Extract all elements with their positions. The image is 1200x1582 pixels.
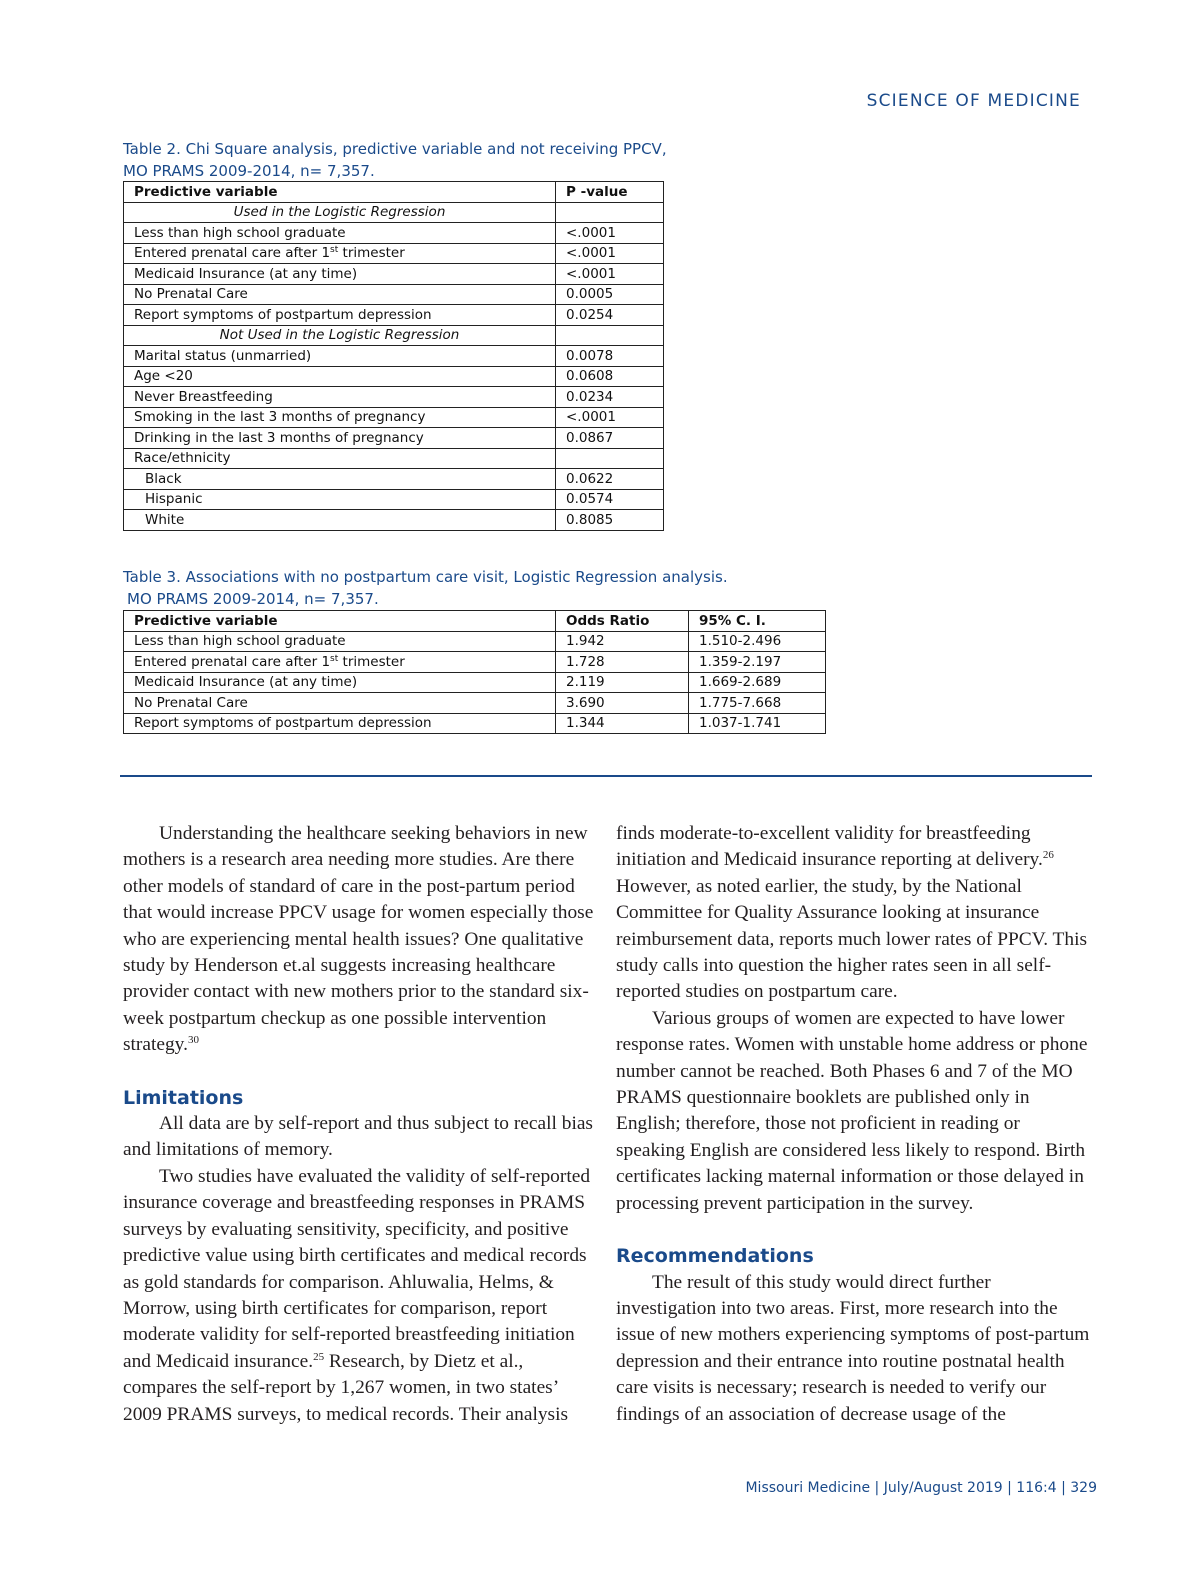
p-value-cell: <.0001	[556, 223, 664, 244]
table2-caption-line1: Table 2. Chi Square analysis, predictive variable and not receiving PPCV,	[123, 140, 667, 158]
variable-text: Entered prenatal care after 1	[134, 245, 331, 262]
table-row	[124, 631, 826, 652]
variable-cell: Marital status (unmarried)	[124, 346, 556, 367]
section-label: Not Used in the Logistic Regression	[124, 325, 556, 346]
table2-caption	[123, 138, 667, 182]
table2-col-pvalue: P -value	[556, 182, 664, 203]
table3-caption-line1: Table 3. Associations with no postpartum care visit, Logistic Regression analysis.	[123, 568, 728, 586]
page-footer: Missouri Medicine | July/August 2019 | 116:4 | 329	[745, 1480, 1097, 1496]
table-row	[124, 223, 664, 244]
limitations-heading: Limitations	[123, 1086, 244, 1109]
p-value-cell: 0.0622	[556, 469, 664, 490]
variable-cell: Hispanic	[124, 489, 556, 510]
variable-cell: No Prenatal Care	[124, 284, 556, 305]
variable-cell: Smoking in the last 3 months of pregnancy	[124, 407, 556, 428]
left-paragraph-1	[123, 821, 597, 1059]
ref-26: 26	[1042, 849, 1054, 862]
table-row	[124, 387, 664, 408]
table-row	[124, 366, 664, 387]
table-row	[124, 305, 664, 326]
right-p1-text-b: However, as noted earlier, the study, by the National Committee for Quality Assurance looking at insurance reimbursement data, reports much lower rates of PPCV. This study calls into question the higher rates seen in all self-reported studies on postpartum care.	[616, 875, 1088, 1003]
table3-col-variable: Predictive variable	[124, 611, 556, 632]
table-row	[124, 448, 664, 469]
p-value-cell: 0.0234	[556, 387, 664, 408]
section-divider	[120, 775, 1092, 777]
p-value-cell: 0.0005	[556, 284, 664, 305]
empty-cell	[556, 325, 664, 346]
table3-caption	[123, 566, 728, 610]
table-row	[124, 713, 826, 734]
right-p1-text-a: finds moderate-to-excellent validity for breastfeeding initiation and Medicaid insurance reporting at delivery.	[616, 823, 1043, 871]
ref-25: 25	[313, 1350, 325, 1363]
variable-cell	[124, 243, 556, 264]
variable-text: trimester	[338, 653, 405, 670]
odds-ratio-cell: 1.344	[556, 713, 689, 734]
confidence-interval-cell: 1.510-2.496	[689, 631, 826, 652]
left-paragraph-3	[123, 1164, 597, 1428]
confidence-interval-cell: 1.775-7.668	[689, 693, 826, 714]
variable-text: Entered prenatal care after 1	[134, 653, 331, 670]
table-row	[124, 428, 664, 449]
variable-cell: Black	[124, 469, 556, 490]
p-value-cell: 0.0608	[556, 366, 664, 387]
variable-cell: Less than high school graduate	[124, 223, 556, 244]
p-value-cell: 0.8085	[556, 510, 664, 531]
empty-cell	[556, 202, 664, 223]
table-row	[124, 489, 664, 510]
table-row	[124, 652, 826, 673]
p-value-cell	[556, 448, 664, 469]
p-value-cell: 0.0867	[556, 428, 664, 449]
left-p3-text-a: Two studies have evaluated the validity of self-reported insurance coverage and breastfeeding responses in PRAMS surveys by evaluating sensitivity, specificity, and positive predictive value using birth certificates and medical records as gold standards for comparison. Ahluwalia, Helms, & Morrow, using birth certificates for comparison, report moderate validity for self-reported breastfeeding initiation and Medicaid insurance.	[123, 1165, 591, 1372]
table3-col-or: Odds Ratio	[556, 611, 689, 632]
left-column	[123, 821, 597, 1428]
p-value-cell: 0.0078	[556, 346, 664, 367]
table3-body	[124, 611, 826, 734]
right-paragraph-1	[616, 821, 1090, 1006]
recommendations-heading: Recommendations	[616, 1245, 814, 1268]
table2-caption-line2: MO PRAMS 2009-2014, n= 7,357.	[123, 162, 375, 180]
odds-ratio-cell: 1.942	[556, 631, 689, 652]
table-row	[124, 264, 664, 285]
p-value-cell: <.0001	[556, 243, 664, 264]
table3-header-row	[124, 611, 826, 632]
section-label: Used in the Logistic Regression	[124, 202, 556, 223]
variable-cell	[124, 652, 556, 673]
table-row	[124, 407, 664, 428]
variable-cell: Drinking in the last 3 months of pregnancy	[124, 428, 556, 449]
variable-cell: Report symptoms of postpartum depression	[124, 305, 556, 326]
right-column	[616, 821, 1090, 1428]
table-row	[124, 510, 664, 531]
table-row	[124, 284, 664, 305]
ordinal-suffix: st	[330, 653, 339, 664]
ordinal-suffix: st	[330, 245, 339, 256]
variable-cell: No Prenatal Care	[124, 693, 556, 714]
p-value-cell: 0.0574	[556, 489, 664, 510]
confidence-interval-cell: 1.669-2.689	[689, 672, 826, 693]
table-row	[124, 672, 826, 693]
variable-cell: Report symptoms of postpartum depression	[124, 713, 556, 734]
variable-cell: White	[124, 510, 556, 531]
table2-body	[124, 182, 664, 531]
table3	[123, 610, 826, 734]
running-header: SCIENCE OF MEDICINE	[866, 91, 1081, 111]
table2-col-variable: Predictive variable	[124, 182, 556, 203]
table-row	[124, 243, 664, 264]
p-value-cell: <.0001	[556, 407, 664, 428]
odds-ratio-cell: 3.690	[556, 693, 689, 714]
left-p3-text-b: Research, by Dietz et al., compares the self-report by 1,267 women, in two states’ 2009 PRAMS surveys, to medical records. Their analysis	[123, 1350, 569, 1425]
odds-ratio-cell: 1.728	[556, 652, 689, 673]
variable-cell: Medicaid Insurance (at any time)	[124, 264, 556, 285]
variable-cell: Less than high school graduate	[124, 631, 556, 652]
left-paragraph-2: All data are by self-report and thus subject to recall bias and limitations of memory.	[123, 1113, 593, 1161]
ref-30: 30	[187, 1034, 199, 1047]
table-row	[124, 693, 826, 714]
confidence-interval-cell: 1.037-1.741	[689, 713, 826, 734]
confidence-interval-cell: 1.359-2.197	[689, 652, 826, 673]
table2	[123, 181, 664, 531]
right-paragraph-3: The result of this study would direct further investigation into two areas. First, more research into the issue of new mothers experiencing symptoms of post-partum depression and their entrance into routine postnatal health care visits is necessary; research is needed to verify our findings of an association of decrease usage of the	[616, 1271, 1090, 1425]
table2-section-row	[124, 202, 664, 223]
table2-header-row	[124, 182, 664, 203]
variable-cell: Age <20	[124, 366, 556, 387]
p-value-cell: <.0001	[556, 264, 664, 285]
table3-caption-line2: MO PRAMS 2009-2014, n= 7,357.	[127, 590, 379, 608]
variable-text: trimester	[338, 245, 405, 262]
left-p1-text: Understanding the healthcare seeking behaviors in new mothers is a research area needing more studies. Are there other models of standard of care in the post-partum period that would increase PPCV usage for women especially those who are experiencing mental health issues? One qualitative study by Henderson et.al suggests increasing healthcare provider contact with new mothers prior to the standard six-week postpartum checkup as one possible intervention strategy.	[123, 823, 594, 1056]
variable-cell: Race/ethnicity	[124, 448, 556, 469]
variable-cell: Medicaid Insurance (at any time)	[124, 672, 556, 693]
table-row	[124, 469, 664, 490]
table2-section-row	[124, 325, 664, 346]
table-row	[124, 346, 664, 367]
variable-cell: Never Breastfeeding	[124, 387, 556, 408]
odds-ratio-cell: 2.119	[556, 672, 689, 693]
right-paragraph-2: Various groups of women are expected to have lower response rates. Women with unstable home address or phone number cannot be reached. Both Phases 6 and 7 of the MO PRAMS questionnaire booklets are published only in English; therefore, those not proficient in reading or speaking English are considered less likely to respond. Birth certificates lacking maternal information or those delayed in processing prevent participation in the survey.	[616, 1007, 1088, 1214]
p-value-cell: 0.0254	[556, 305, 664, 326]
table3-col-ci: 95% C. I.	[689, 611, 826, 632]
